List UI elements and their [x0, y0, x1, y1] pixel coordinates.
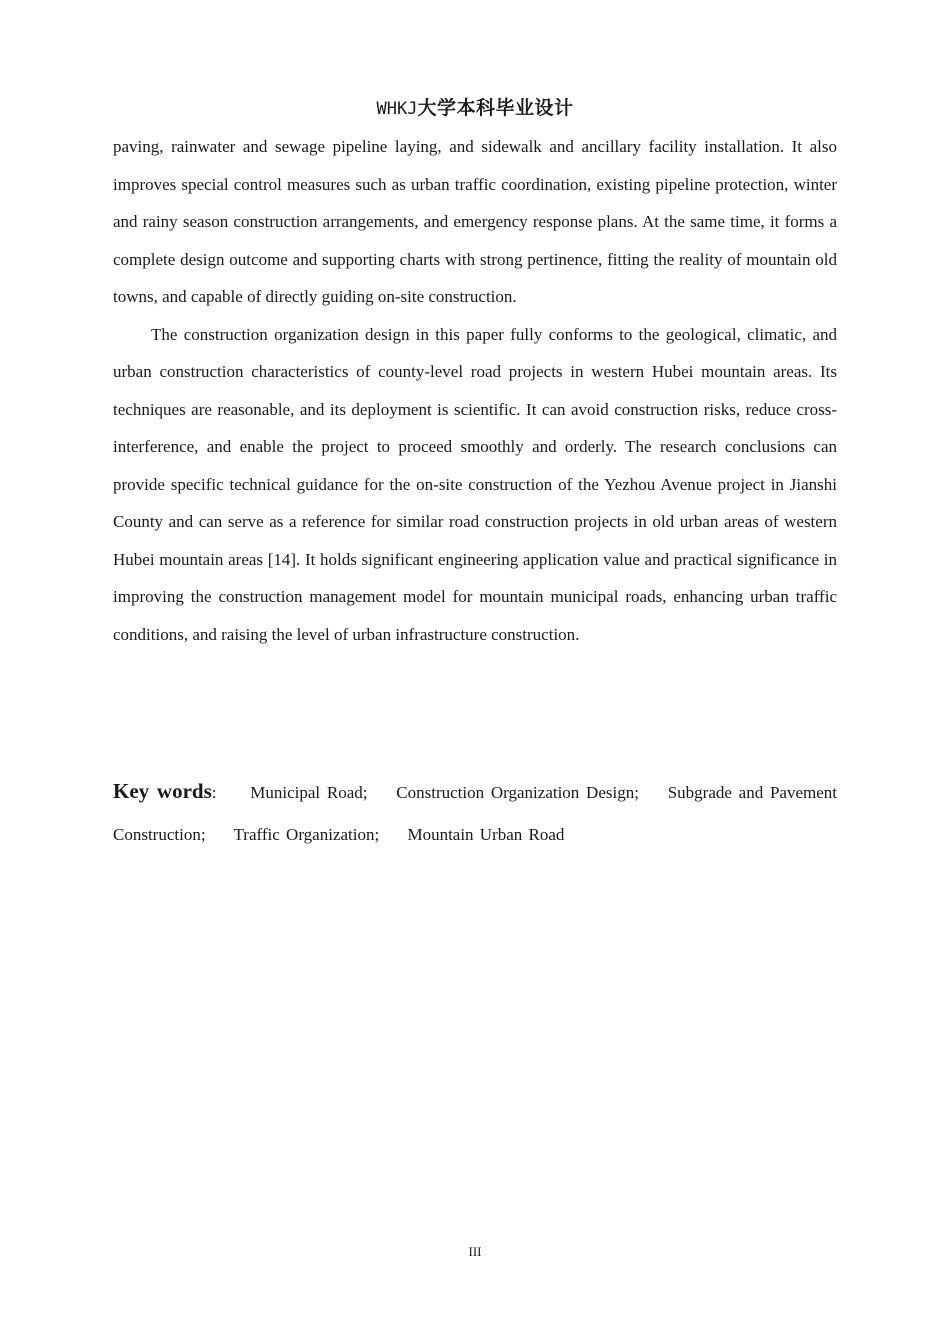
abstract-body	[113, 128, 837, 653]
keywords-label: Key words	[113, 779, 212, 803]
keyword-item: Municipal Road;	[250, 783, 368, 802]
keyword-item: Construction Organization Design;	[396, 783, 639, 802]
page-header	[0, 96, 950, 121]
keywords-colon: :	[211, 783, 217, 802]
header-thesis-title: 大学本科毕业设计	[417, 97, 574, 119]
keywords-section	[113, 770, 837, 856]
keyword-item: Traffic Organization;	[233, 825, 380, 844]
keyword-item: Mountain Urban Road	[407, 825, 565, 844]
page-number: III	[468, 1244, 482, 1259]
header-university-code: WHKJ	[376, 99, 418, 119]
abstract-paragraph-continued: paving, rainwater and sewage pipeline laying, and sidewalk and ancillary facility installation. It also improves special control measures such as urban traffic coordination, existing pipeline protection, winter and rainy season construction arrangements, and emergency response plans. At the same time, it forms a complete design outcome and supporting charts with strong pertinence, fitting the reality of mountain old towns, and capable of directly guiding on-site construction.	[113, 137, 837, 306]
abstract-paragraph: The construction organization design in this paper fully conforms to the geological, climatic, and urban construction characteristics of county-level road projects in western Hubei mountain areas. Its techniques are reasonable, and its deployment is scientific. It can avoid construction risks, reduce cross-interference, and enable the project to proceed smoothly and orderly. The research conclusions can provide specific technical guidance for the on-site construction of the Yezhou Avenue project in Jianshi County and can serve as a reference for similar road construction projects in old urban areas of western Hubei mountain areas [14]. It holds significant engineering application value and practical significance in improving the construction management model for mountain municipal roads, enhancing urban traffic conditions, and raising the level of urban infrastructure construction.	[113, 324, 837, 644]
keyword-item: Subgrade and Pavement Construction;	[113, 783, 838, 844]
